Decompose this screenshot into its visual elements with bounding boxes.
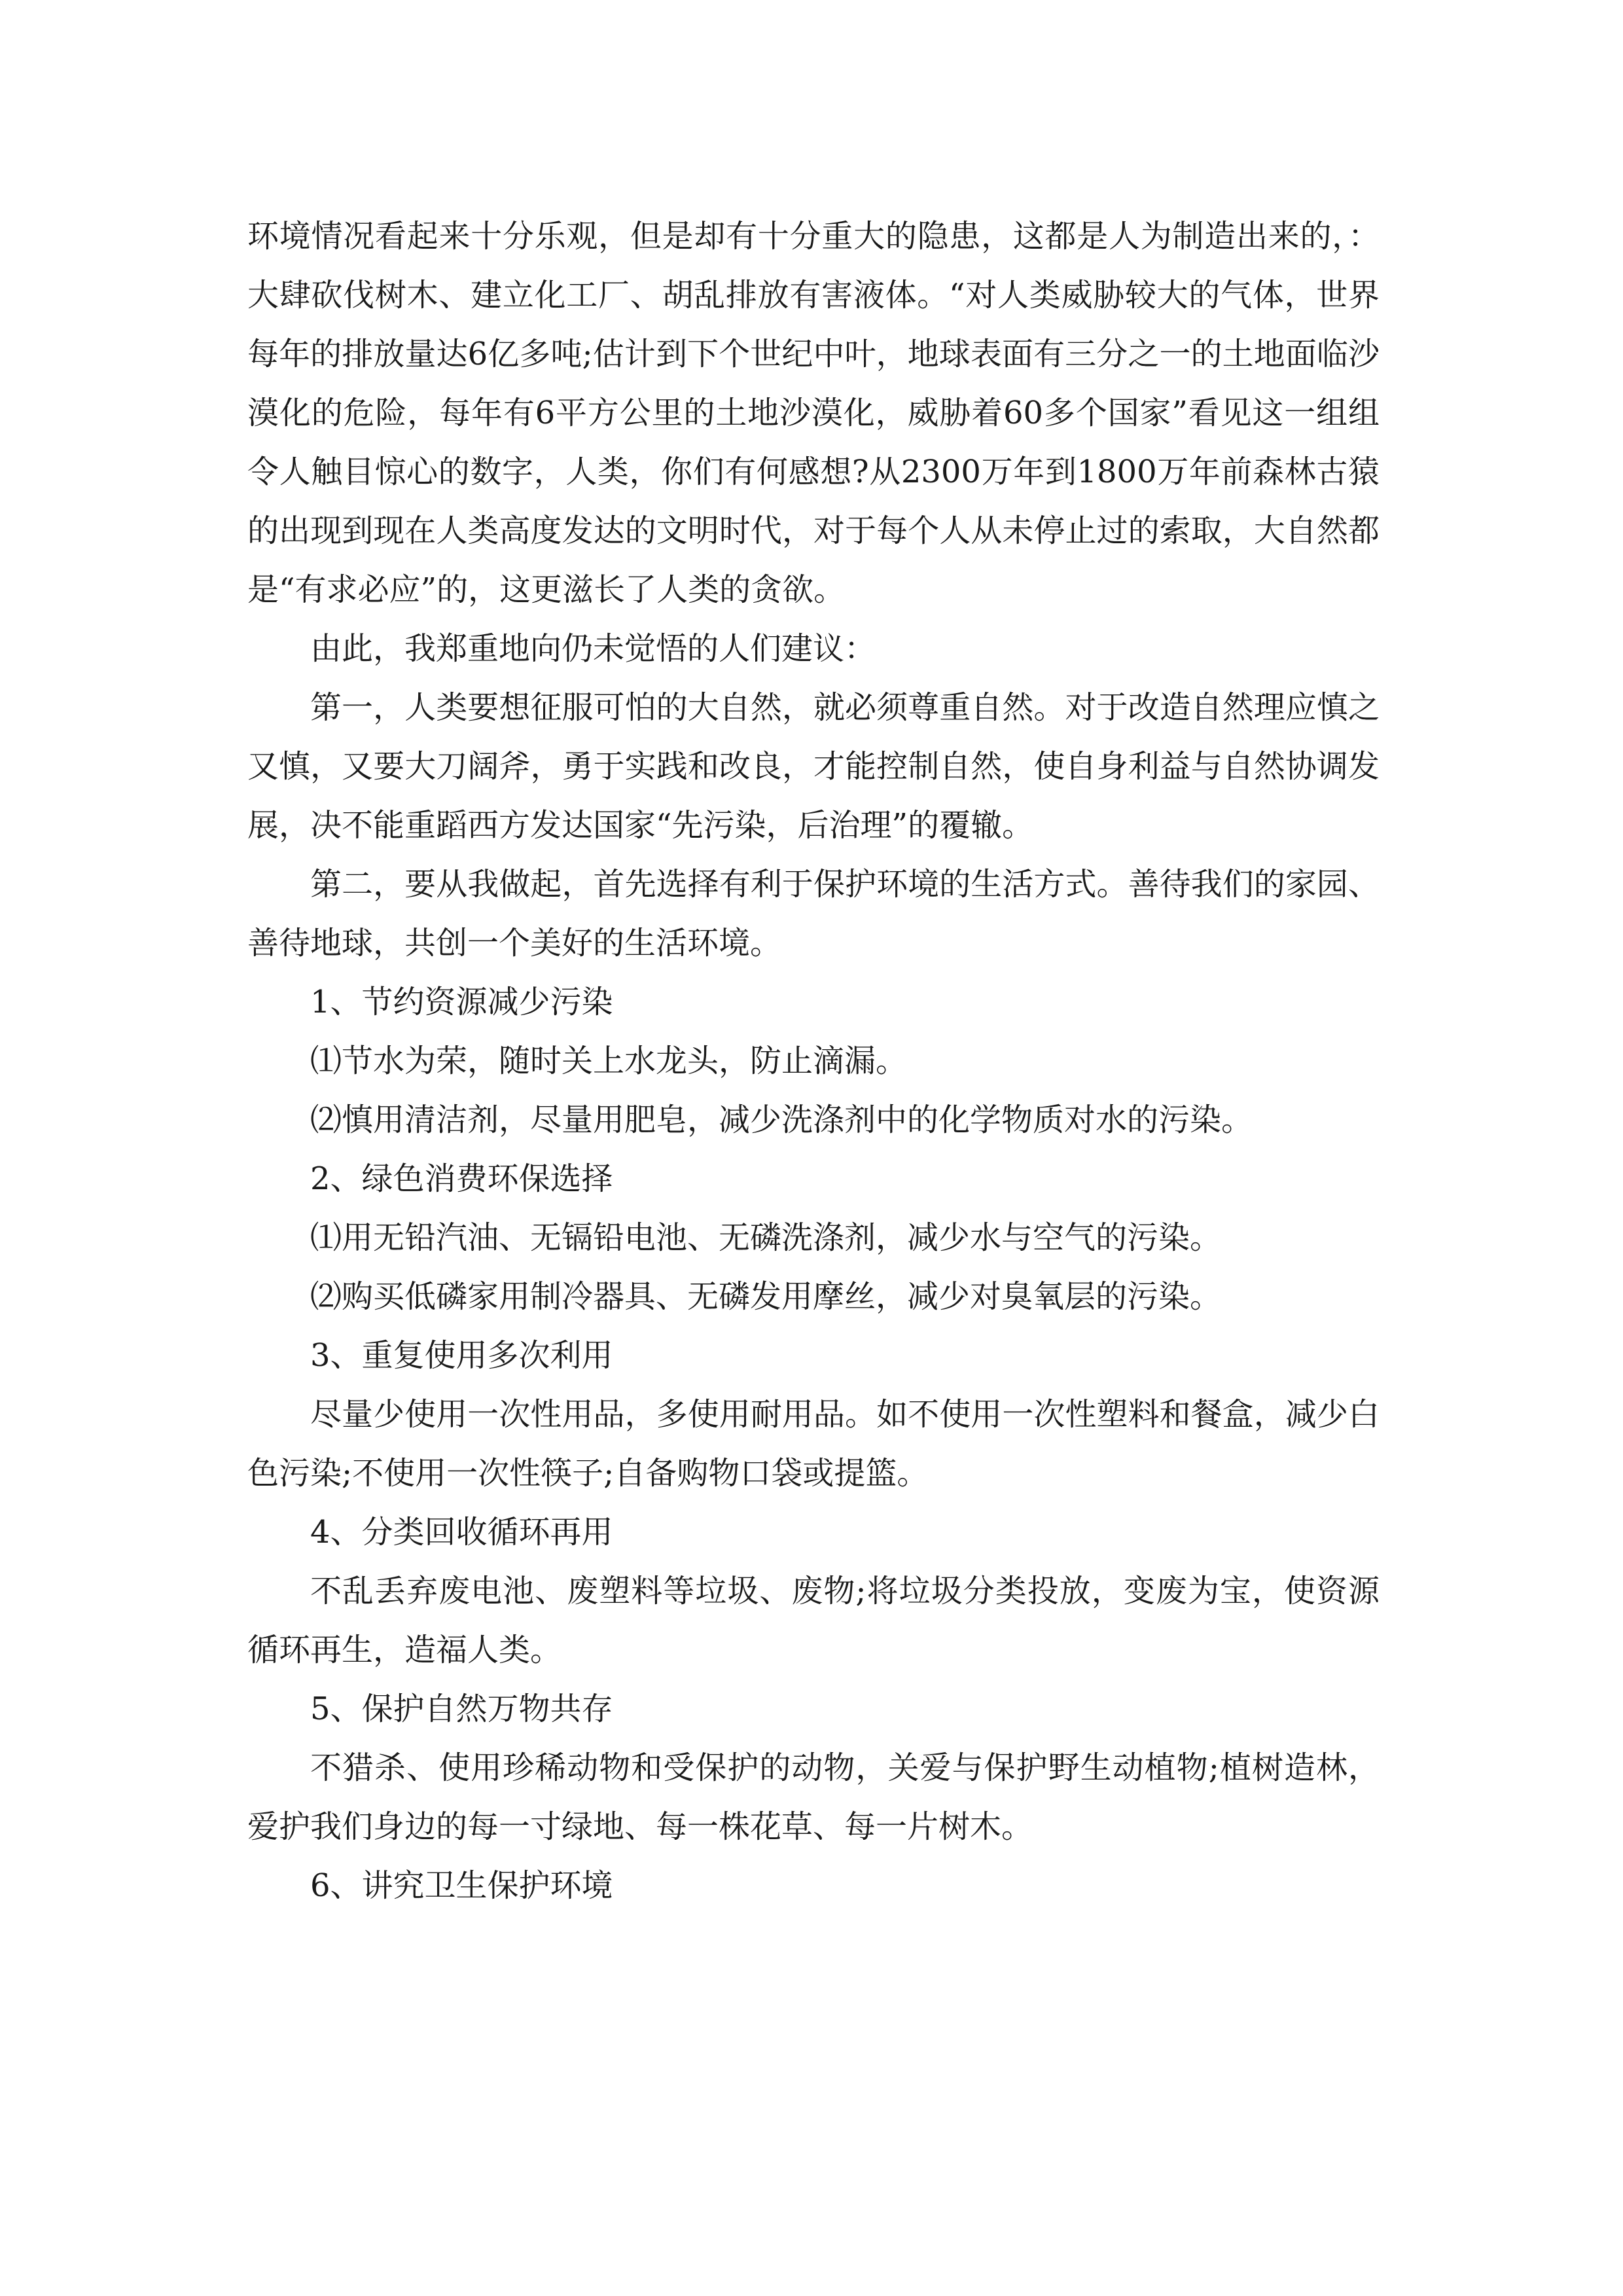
paragraph-item-4: 不乱丢弃废电池、废塑料等垃圾、废物;将垃圾分类投放，变废为宝，使资源循环再生，造福人类。 [247, 1573, 1380, 1668]
heading-item-4: 4、分类回收循环再用 [310, 1514, 613, 1551]
list-item-2-2: ⑵购买低磷家用制冷器具、无磷发用摩丝，减少对臭氧层的污染。 [310, 1278, 1222, 1315]
heading-item-3: 3、重复使用多次利用 [310, 1337, 613, 1374]
list-item-2-1: ⑴用无铅汽油、无镉铅电池、无磷洗涤剂，减少水与空气的污染。 [310, 1219, 1222, 1256]
paragraph-item-3: 尽量少使用一次性用品，多使用耐用品。如不使用一次性塑料和餐盒，减少白色污染;不使用一次性筷子;自备购物口袋或提篮。 [247, 1396, 1380, 1492]
list-item-1-2: ⑵慎用清洁剂，尽量用肥皂，减少洗涤剂中的化学物质对水的污染。 [310, 1102, 1253, 1138]
heading-item-6: 6、讲究卫生保护环境 [310, 1867, 613, 1904]
heading-item-1: 1、节约资源减少污染 [310, 984, 613, 1020]
heading-item-5: 5、保护自然万物共存 [310, 1691, 613, 1727]
document-body [247, 207, 1380, 1915]
paragraph-continued-intro: 环境情况看起来十分乐观，但是却有十分重大的隐患，这都是人为制造出来的，：大肆砍伐树木、建立化工厂、胡乱排放有害液体。“对人类威胁较大的气体，世界每年的排放量达6亿多吨;估计到下个世纪中叶，地球表面有三分之一的土地面临沙漠化的危险，每年有6平方公里的土地沙漠化，威胁着60多个国家”看见这一组组令人触目惊心的数字，人类，你们有何感想?从2300万年到1800万年前森林古猿的出现到现在人类高度发达的文明时代，对于每个人从未停止过的索取，大自然都是“有求必应”的，这更滋长了人类的贪欲。 [247, 218, 1380, 608]
list-item-1-1: ⑴节水为荣，随时关上水龙头，防止滴漏。 [310, 1043, 908, 1079]
paragraph-second-point: 第二，要从我做起，首先选择有利于保护环境的生活方式。善待我们的家园、善待地球，共创一个美好的生活环境。 [247, 866, 1380, 961]
paragraph-item-5: 不猎杀、使用珍稀动物和受保护的动物，关爱与保护野生动植物;植树造林，爱护我们身边的每一寸绿地、每一株花草、每一片树木。 [247, 1749, 1380, 1845]
paragraph-proposal-lead: 由此，我郑重地向仍未觉悟的人们建议： [310, 630, 876, 667]
heading-item-2: 2、绿色消费环保选择 [310, 1160, 613, 1197]
paragraph-first-point: 第一，人类要想征服可怕的大自然，就必须尊重自然。对于改造自然理应慎之又慎，又要大刀阔斧，勇于实践和改良，才能控制自然，使自身利益与自然协调发展，决不能重蹈西方发达国家“先污染，后治理”的覆辙。 [247, 689, 1380, 844]
